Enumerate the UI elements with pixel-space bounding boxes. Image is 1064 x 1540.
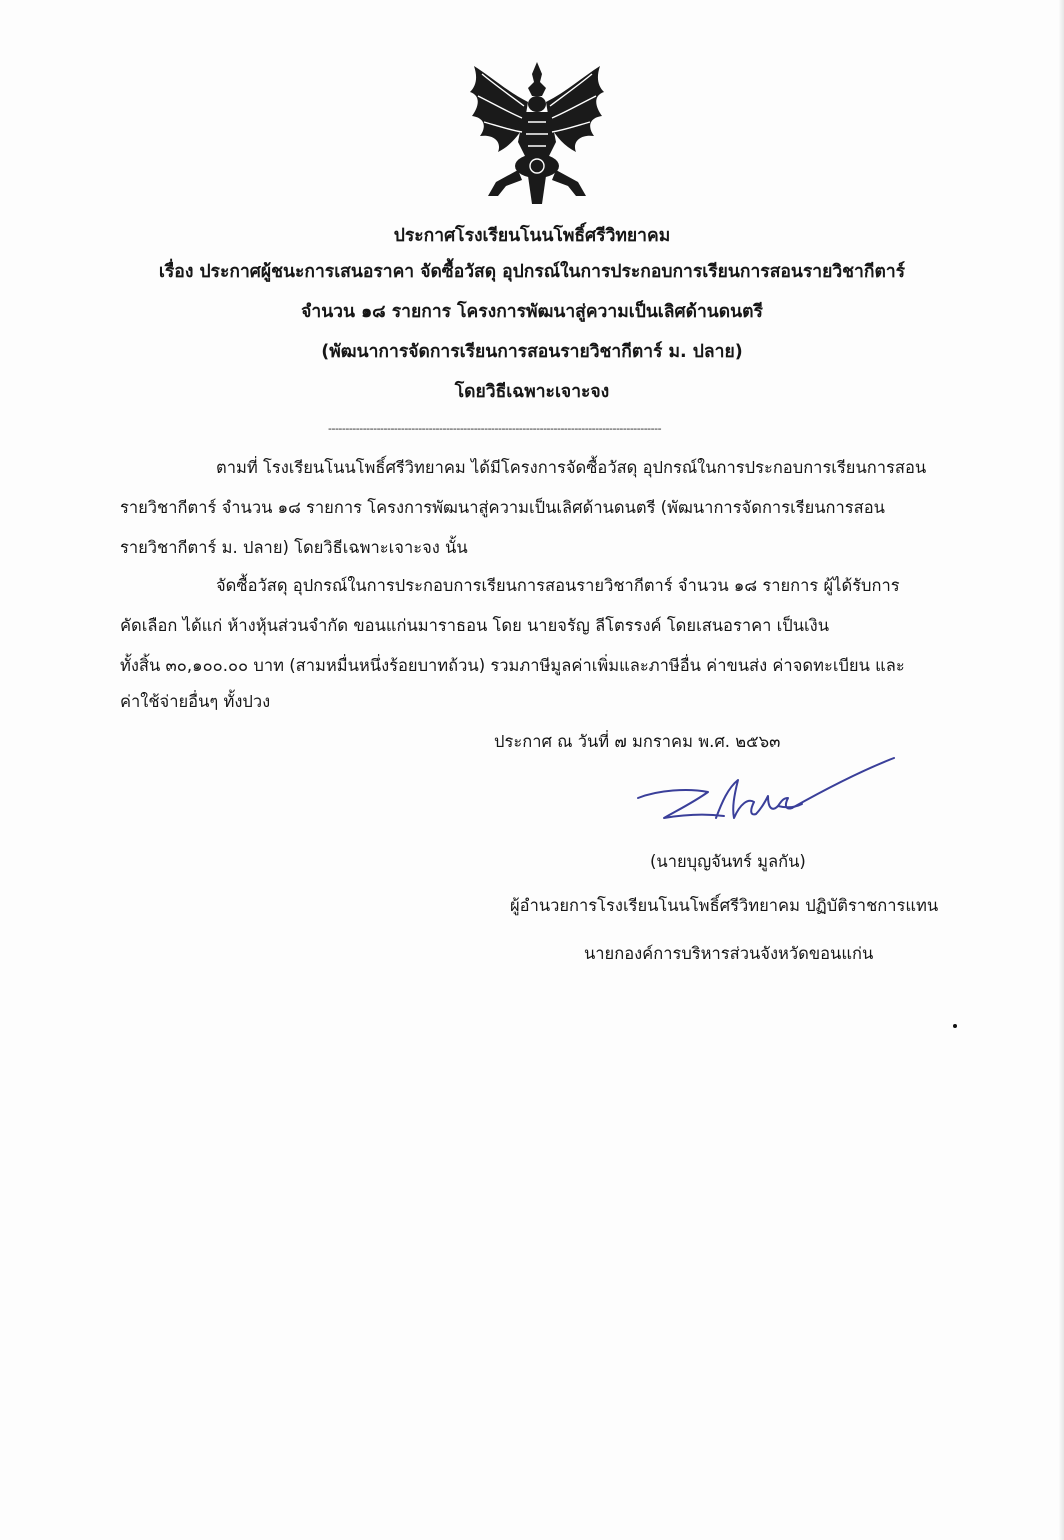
announce-date: ประกาศ ณ วันที่ ๗ มกราคม พ.ศ. ๒๕๖๓ [494,732,781,751]
announcement-method: โดยวิธีเฉพาะเจาะจง [454,382,610,402]
signer-position: ผู้อำนวยการโรงเรียนโนนโพธิ์ศรีวิทยาคม ปฏิบัติราชการแทน [510,896,939,915]
ink-dot [953,1024,957,1028]
signer-acting-for: นายกองค์การบริหารส่วนจังหวัดขอนแก่น [584,944,874,963]
paragraph1-line1: ตามที่ โรงเรียนโนนโพธิ์ศรีวิทยาคม ได้มีโครงการจัดซื้อวัสดุ อุปกรณ์ในการประกอบการเรียนการสอน [216,458,927,477]
announcement-title: ประกาศโรงเรียนโนนโพธิ์ศรีวิทยาคม [393,226,671,246]
paragraph2-line2: คัดเลือก ได้แก่ ห้างหุ้นส่วนจำกัด ขอนแก่นมาราธอน โดย นายจรัญ ลีโตรรงค์ โดยเสนอราคา เป็นเงิน [120,616,830,635]
signer-name: (นายบุญจันทร์ มูลกัน) [650,852,806,871]
handwritten-signature-icon [628,752,900,836]
page-edge-shadow [1058,0,1064,1540]
paragraph2-line1: จัดซื้อวัสดุ อุปกรณ์ในการประกอบการเรียนการสอนรายวิชากีตาร์ จำนวน ๑๘ รายการ ผู้ได้รับการ [216,576,900,595]
announcement-subject: เรื่อง ประกาศผู้ชนะการเสนอราคา จัดซื้อวัสดุ อุปกรณ์ในการประกอบการเรียนการสอนรายวิชากีตาร์ [158,262,906,282]
announcement-quantity-project: จำนวน ๑๘ รายการ โครงการพัฒนาสู่ความเป็นเลิศด้านดนตรี [301,302,763,322]
paragraph2-line3: ทั้งสิ้น ๓๐,๑๐๐.๐๐ บาท (สามหมื่นหนึ่งร้อยบาทถ้วน) รวมภาษีมูลค่าเพิ่มและภาษีอื่น ค่าขนส่ง ค่าจดทะเบียน และ [120,656,905,675]
paragraph1-line2: รายวิชากีตาร์ จำนวน ๑๘ รายการ โครงการพัฒนาสู่ความเป็นเลิศด้านดนตรี (พัฒนาการจัดการเรียนการสอน [120,498,885,517]
paragraph1-line3: รายวิชากีตาร์ ม. ปลาย) โดยวิธีเฉพาะเจาะจง นั้น [120,538,468,557]
separator-line: ------------------------------------------------------------------------------------------------ [328,422,662,435]
announcement-project-detail: (พัฒนาการจัดการเรียนการสอนรายวิชากีตาร์ ม. ปลาย) [321,342,743,362]
paragraph2-line4: ค่าใช้จ่ายอื่นๆ ทั้งปวง [120,692,271,711]
garuda-emblem-icon [468,62,606,204]
